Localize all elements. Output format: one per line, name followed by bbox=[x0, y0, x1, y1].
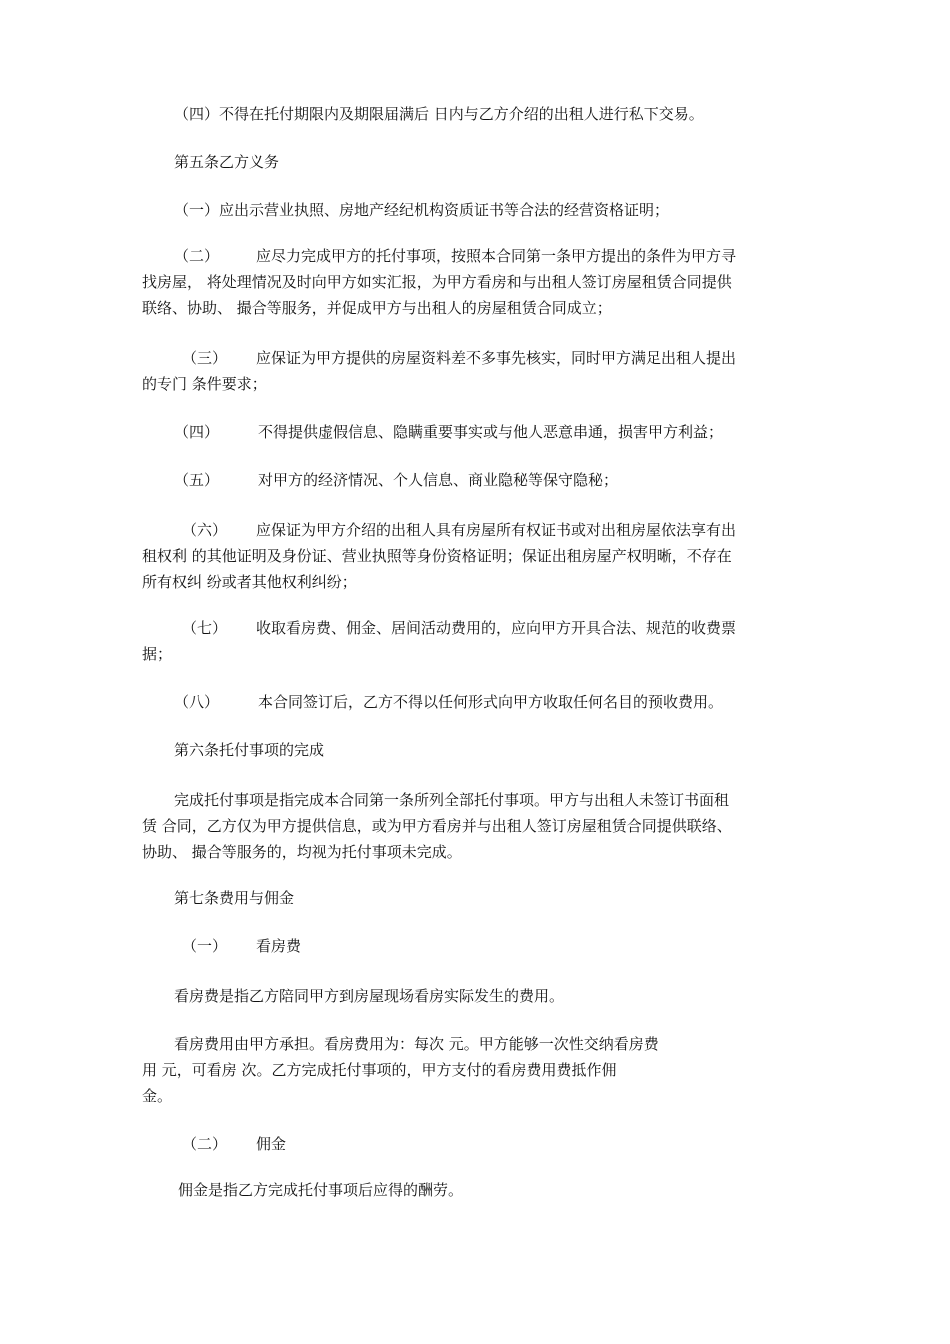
article-heading: 第六条托付事项的完成 bbox=[174, 741, 325, 759]
paragraph-text: 本合同签订后，乙方不得以任何形式向甲方收取任何名目的预收费用。 bbox=[258, 693, 724, 711]
item-marker: （三） bbox=[182, 349, 228, 367]
paragraph-line: 看房费用由甲方承担。看房费用为：每次 元。甲方能够一次性交纳看房费 bbox=[174, 1035, 659, 1053]
paragraph-line: 的专门 条件要求； bbox=[142, 375, 267, 393]
paragraph-text: 不得提供虚假信息、隐瞒重要事实或与他人恶意串通，损害甲方利益； bbox=[258, 423, 724, 441]
paragraph: （四）不得在托付期限内及期限届满后 日内与乙方介绍的出租人进行私下交易。 bbox=[174, 105, 704, 123]
article-heading: 第七条费用与佣金 bbox=[174, 889, 295, 907]
item-marker: （八） bbox=[174, 693, 220, 711]
paragraph-text: 应保证为甲方介绍的出租人具有房屋所有权证书或对出租房屋依法享有出 bbox=[256, 521, 737, 539]
paragraph-line bbox=[174, 470, 618, 490]
paragraph-line bbox=[174, 422, 723, 442]
paragraph-line: 完成托付事项是指完成本合同第一条所列全部托付事项。甲方与出租人未签订书面租 bbox=[174, 791, 730, 809]
paragraph-line bbox=[174, 246, 736, 266]
section-title: 看房费 bbox=[256, 937, 302, 955]
paragraph: 看房费是指乙方陪同甲方到房屋现场看房实际发生的费用。 bbox=[174, 987, 565, 1005]
item-marker: （七） bbox=[182, 619, 228, 637]
item-marker: （二） bbox=[174, 247, 220, 265]
item-marker: （四） bbox=[174, 423, 220, 441]
paragraph-line bbox=[182, 520, 736, 540]
item-marker: （六） bbox=[182, 521, 228, 539]
paragraph-text: 对甲方的经济情况、个人信息、商业隐秘等保守隐秘； bbox=[258, 471, 619, 489]
paragraph-line: 联络、协助、 撮合等服务，并促成甲方与出租人的房屋租赁合同成立； bbox=[142, 299, 612, 317]
paragraph-line: 金。 bbox=[142, 1087, 173, 1105]
item-marker: （一） bbox=[182, 937, 228, 955]
paragraph-line bbox=[182, 618, 736, 638]
paragraph-line: 据； bbox=[142, 645, 173, 663]
paragraph-line: 租权利 的其他证明及身份证、营业执照等身份资格证明；保证出租房屋产权明晰，不存在 bbox=[142, 547, 732, 565]
paragraph-line: 用 元，可看房 次。乙方完成托付事项的，甲方支付的看房费用费抵作佣 bbox=[142, 1061, 617, 1079]
article-heading: 第五条乙方义务 bbox=[174, 153, 280, 171]
paragraph-line: 所有权纠 纷或者其他权利纠纷； bbox=[142, 573, 357, 591]
paragraph-line: 协助、 撮合等服务的，均视为托付事项未完成。 bbox=[142, 843, 462, 861]
paragraph-text: 应保证为甲方提供的房屋资料差不多事先核实，同时甲方满足出租人提出 bbox=[256, 349, 737, 367]
item-marker: （五） bbox=[174, 471, 220, 489]
paragraph: 佣金是指乙方完成托付事项后应得的酬劳。 bbox=[178, 1181, 464, 1199]
paragraph-line bbox=[182, 348, 736, 368]
item-marker: （二） bbox=[182, 1135, 228, 1153]
section-heading bbox=[182, 936, 301, 956]
section-heading bbox=[182, 1134, 286, 1154]
paragraph-text: 收取看房费、佣金、居间活动费用的，应向甲方开具合法、规范的收费票 bbox=[256, 619, 737, 637]
paragraph-line: 找房屋， 将处理情况及时向甲方如实汇报，为甲方看房和与出租人签订房屋租赁合同提供 bbox=[142, 273, 732, 291]
section-title: 佣金 bbox=[256, 1135, 287, 1153]
paragraph: （一）应出示营业执照、房地产经纪机构资质证书等合法的经营资格证明； bbox=[174, 201, 670, 219]
paragraph-text: 应尽力完成甲方的托付事项，按照本合同第一条甲方提出的条件为甲方寻 bbox=[256, 247, 737, 265]
paragraph-line bbox=[174, 692, 723, 712]
paragraph-line: 赁 合同，乙方仅为甲方提供信息，或为甲方看房并与出租人签订房屋租赁合同提供联络、 bbox=[142, 817, 732, 835]
